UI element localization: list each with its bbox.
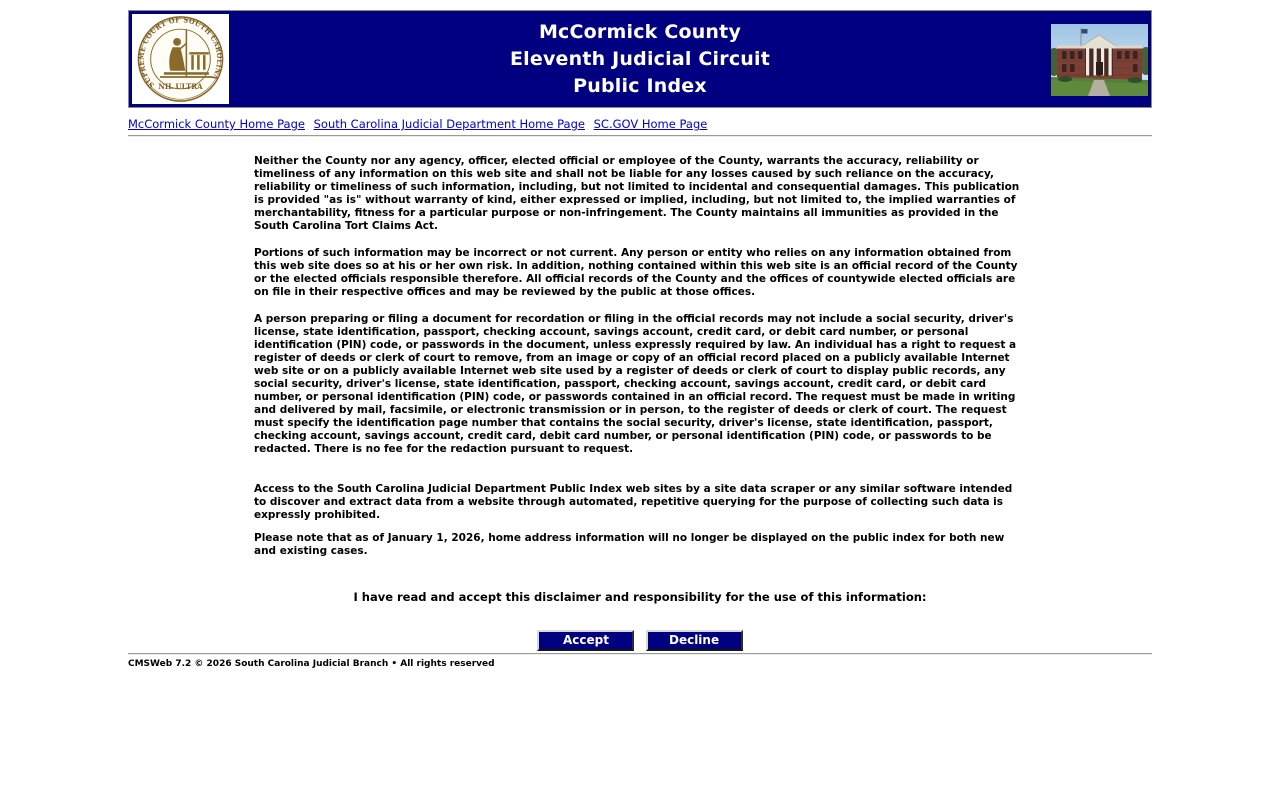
disclaimer-text (254, 155, 1026, 558)
footer-copyright: CMSWeb 7.2 © 2026 South Carolina Judicial Branch • All rights reserved (128, 658, 495, 669)
title-public-index: Public Index (573, 74, 707, 97)
banner-titles (129, 11, 1151, 107)
divider-footer (128, 653, 1152, 655)
acceptance-prompt: I have read and accept this disclaimer and responsibility for the use of this information: (353, 590, 927, 604)
disclaimer-paragraph-5: Please note that as of January 1, 2026, home address information will no longer be displayed on the public index for both new and existing cases. (254, 532, 1005, 557)
courthouse-graphic (1051, 24, 1148, 96)
link-scgov-home[interactable]: SC.GOV Home Page (593, 117, 708, 131)
disclaimer-paragraph-2: Portions of such information may be incorrect or not current. Any person or entity who relies on any information obtained from this web site does so at his or her own risk. In addition, nothing contained within this web site is an official record of the County or the elected officials responsible therefore. All official records of the County and the offices of countywide elected officials are on file in their respective offices and may be reviewed by the public at those offices. (254, 247, 1018, 298)
title-county: McCormick County (538, 20, 742, 43)
decline-button[interactable]: Decline (646, 630, 743, 651)
disclaimer-paragraph-1: Neither the County nor any agency, officer, elected official or employee of the County, warrants the accuracy, reliability or timeliness of any information on this web site and shall not be liable for any losses caused by such reliance on the accuracy, reliability or timeliness of such information, including, but not limited to incidental and consequential damages. This publication is provided "as is" without warranty of kind, either expressed or implied, including, but not limited to, the implied warranties of merchantability, fitness for a particular purpose or non-infringement. The County maintains all immunities as provided in the South Carolina Tort Claims Act. (254, 155, 1020, 232)
seal-motto: NIL ULTRA (158, 81, 203, 91)
link-sc-judicial-department-home[interactable]: South Carolina Judicial Department Home Page (313, 117, 585, 131)
accept-button[interactable]: Accept (537, 630, 634, 651)
page (128, 0, 1152, 669)
divider-top (128, 135, 1152, 137)
disclaimer-paragraph-4: Access to the South Carolina Judicial Department Public Index web sites by a site data scraper or any similar software intended to discover and extract data from a website through automated, repetitive querying for the purpose of collecting such data is expressly prohibited. (254, 483, 1013, 521)
nav-links (128, 117, 1152, 131)
courthouse-photo (1051, 24, 1148, 96)
masthead-banner (128, 10, 1152, 108)
title-circuit: Eleventh Judicial Circuit (509, 47, 771, 70)
link-mccormick-county-home[interactable]: McCormick County Home Page (128, 117, 305, 131)
acceptance-buttons (128, 629, 1152, 651)
disclaimer-paragraph-3: A person preparing or filing a document for recordation or filing in the official records may not include a social security, driver's license, state identification, passport, checking account, savings account, credit card, or debit card number, or personal identification (PIN) code, or passwords in the document, unless expressly required by law. An individual has a right to request a register of deeds or clerk of court to remove, from an image or copy of an official record placed on a publicly available Internet web site or on a publicly available Internet web site used by a register of deeds or clerk of court to display public records, any social security, driver's license, state identification, passport, checking account, savings account, credit card, or debit card number, or personal identification (PIN) code, or passwords contained in an official record. The request must be made in writing and delivered by mail, facsimile, or electronic transmission or in person, to the register of deeds or clerk of court. The request must specify the identification page number that contains the social security, driver's license, state identification, passport, checking account, savings account, credit card, debit card number, or personal identification (PIN) code, or passwords to be redacted. There is no fee for the redaction pursuant to request. (254, 313, 1017, 455)
seal-ring-text: SUPREME COURT OF SOUTH CAROLINA (136, 15, 225, 90)
